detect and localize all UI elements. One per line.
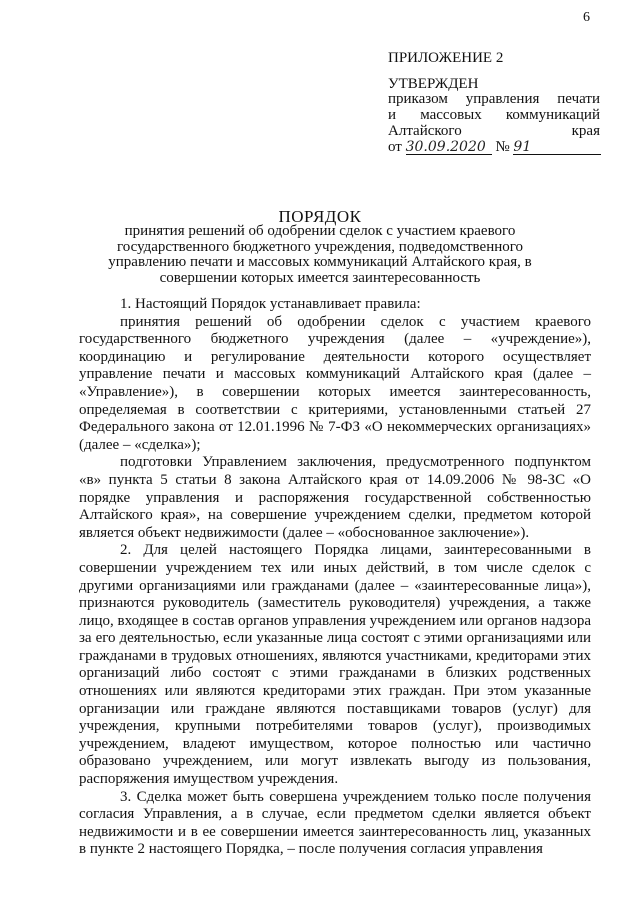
approval-number: 91: [513, 141, 601, 155]
paragraph-1: 1. Настоящий Порядок устанавливает правила:: [120, 296, 421, 312]
approval-date-line: [388, 139, 600, 155]
approval-date: 30.09.2020: [406, 141, 492, 155]
approval-line-1: приказом управления печати: [388, 91, 600, 107]
document-title: ПОРЯДОК: [278, 207, 362, 226]
document-subtitle: принятия решений об одобрении сделок с участием краевого государственного бюджетного учреждения, подведомственного управлению печати и массовых коммуникаций Алтайского края, в совершении которых имеется заинтересованность: [108, 223, 532, 286]
date-prefix: от: [388, 139, 402, 155]
page-number: 6: [583, 10, 590, 25]
number-prefix: №: [495, 139, 510, 155]
document-body: [79, 296, 591, 859]
paragraph-3: 3. Сделка может быть совершена учреждением только после получения согласия Управления, а в случае, если предметом сделки является объект недвижимости и в ее совершении имеется заинтересованность лиц, указанных в пункте 2 настоящего Порядка, – после получения согласия управления: [79, 788, 591, 858]
approval-line-2: и массовых коммуникаций: [388, 107, 600, 123]
paragraph-1b: подготовки Управлением заключения, предусмотренного подпунктом «в» пункта 5 статьи 8 закона Алтайского края от 14.09.2006 № 98-ЗС «О порядке управления и распоряжения государственной собственностью Алтайского края», на совершение учреждением сделки, предметом которой является объект недвижимости (далее – «обоснованное заключение»).: [79, 454, 591, 541]
paragraph-1a: принятия решений об одобрении сделок с участием краевого государственного бюджетного учреждения (далее – «учреждение»), координацию и регулирование деятельности которого осуществляет управление печати и массовых коммуникаций Алтайского края (далее – «Управление»), в совершении которых имеется заинтересованность, определяемая в соответствии с критериями, установленными статьей 27 Федерального закона от 12.01.1996 № 7-ФЗ «О некоммерческих организациях» (далее – «сделка»);: [79, 313, 591, 453]
approval-line-3: Алтайского края: [388, 123, 600, 139]
paragraph-2: 2. Для целей настоящего Порядка лицами, заинтересованными в совершении учреждением тех или иных действий, в том числе сделок с другими организациями или гражданами (далее – «заинтересованные лица»), признаются руководитель (заместитель руководителя) учреждения, а также лицо, входящее в состав органов управления учреждением или органов надзора за его деятельностью, если указанные лица состоят с этими организациями или гражданами в трудовых отношениях, являются участниками, кредиторами этих организаций либо состоят с этими гражданами в близких родственных отношениях или являются кредиторами этих граждан. При этом указанные организации или граждане являются поставщиками товаров (услуг) для учреждения, крупными потребителями товаров (услуг), производимых учреждением, владеют имуществом, которое полностью или частично образовано учреждением, или могут извлекать выгоду из пользования, распоряжения имуществом учреждения.: [79, 542, 591, 788]
approved-heading: УТВЕРЖДЕН: [388, 76, 479, 92]
attachment-heading: ПРИЛОЖЕНИЕ 2: [388, 50, 504, 66]
